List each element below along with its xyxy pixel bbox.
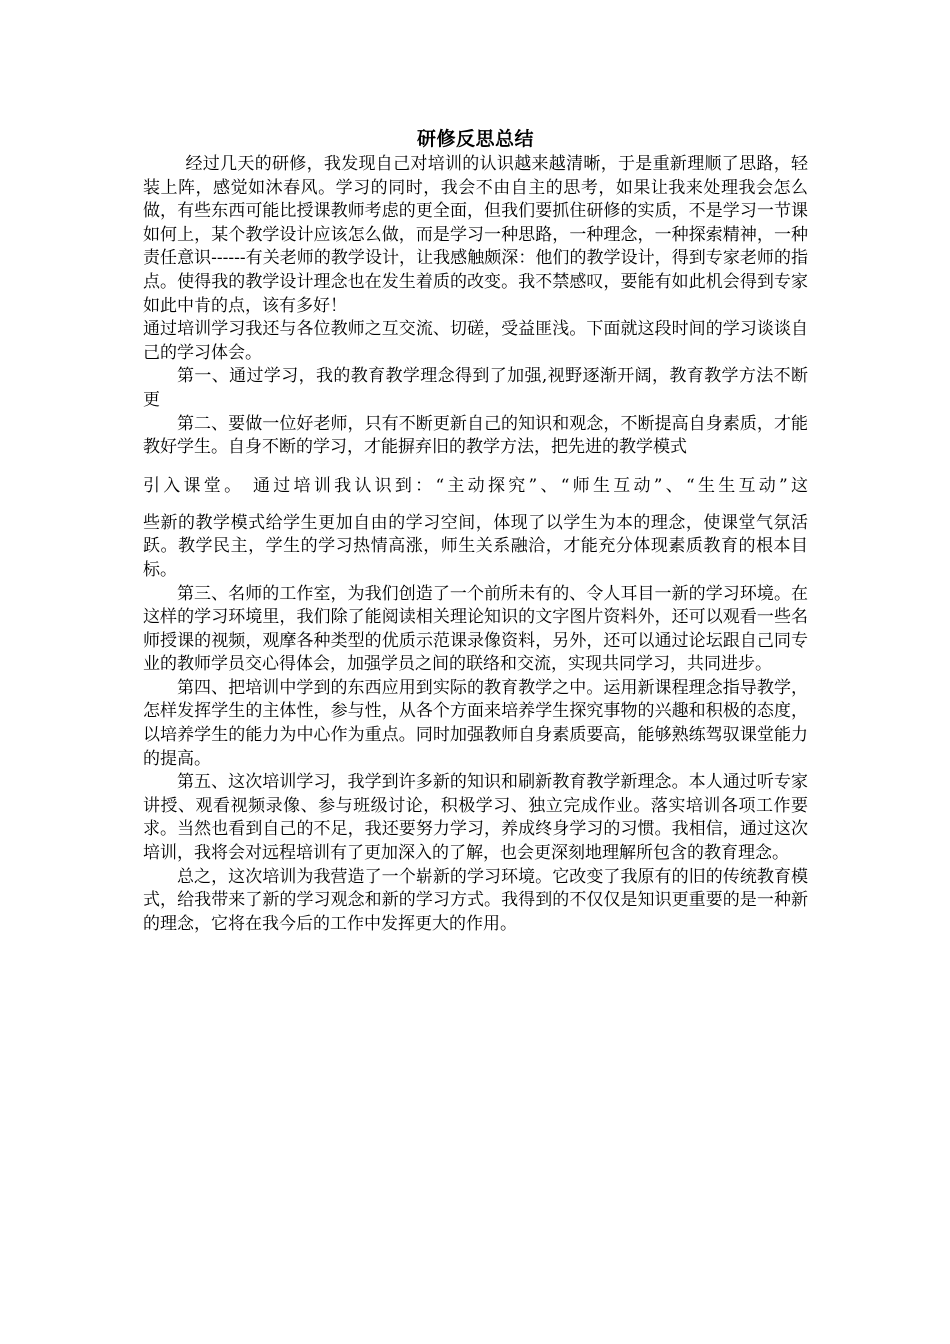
paragraph-second-part-c: 些新的教学模式给学生更加自由的学习空间，体现了以学生为本的理念，使课堂气氛活跃。教学民主，学生的学习热情高涨，师生关系融洽，才能充分体现素质教育的根本目标。 (143, 512, 808, 580)
paragraph-intro: 经过几天的研修，我发现自己对培训的认识越来越清晰，于是重新理顺了思路，轻装上阵，感觉如沐春风。学习的同时，我会不由自主的思考，如果让我来处理我会怎么做，有些东西可能比授课教师考虑的更全面，但我们要抓住研修的实质，不是学习一节课如何上，某个教学设计应该怎么做，而是学习一种思路，一种理念，一种探索精神，一种责任意识------有关老师的教学设计，让我感触颇深：他们的教学设计，得到专家老师的指点。使得我的教学设计理念也在发生着质的改变。我不禁感叹，要能有如此机会得到专家如此中肯的点，该有多好！ (143, 154, 808, 316)
paragraph-fifth: 第五、这次培训学习，我学到许多新的知识和刷新教育教学新理念。本人通过听专家讲授、观看视频录像、参与班级讨论，积极学习、独立完成作业。落实培训各项工作要求。当然也看到自己的不足，我还要努力学习，养成终身学习的习惯。我相信，通过这次培训，我将会对远程培训有了更加深入的了解，也会更深刻地理解所包含的教育理念。 (143, 772, 808, 864)
paragraph-second-part-a: 第二、要做一位好老师，只有不断更新自己的知识和观念，不断提高自身素质，才能教好学生。自身不断的学习，才能摒弃旧的教学方法，把先进的教学模式 (143, 413, 808, 458)
paragraph-third: 第三、名师的工作室，为我们创造了一个前所未有的、令人耳目一新的学习环境。在这样的学习环境里，我们除了能阅读相关理论知识的文字图片资料外，还可以观看一些名师授课的视频，观摩各种类型的优质示范课录像资料，另外，还可以通过论坛跟自己同专业的教师学员交心得体会，加强学员之间的联络和交流，实现共同学习，共同进步。 (143, 583, 808, 675)
paragraph-intro-continued: 通过培训学习我还与各位教师之互交流、切磋，受益匪浅。下面就这段时间的学习谈谈自己的学习体会。 (143, 319, 808, 363)
document-body (143, 125, 808, 936)
paragraph-fourth: 第四、把培训中学到的东西应用到实际的教育教学之中。运用新课程理念指导教学，怎样发挥学生的主体性，参与性，从各个方面来培养学生探究事物的兴趣和积极的态度，以培养学生的能力为中心作为重点。同时加强教师自身素质要高，能够熟练驾驭课堂能力的提高。 (143, 677, 808, 769)
paragraph-first: 第一、通过学习，我的教育教学理念得到了加强,视野逐渐开阔，教育教学方法不断更 (143, 366, 808, 410)
document-title: 研修反思总结 (416, 128, 534, 150)
paragraph-conclusion: 总之，这次培训为我营造了一个崭新的学习环境。它改变了我原有的旧的传统教育模式，给我带来了新的学习观念和新的学习方式。我得到的不仅仅是知识更重要的是一种新的理念，它将在我今后的工作中发挥更大的作用。 (143, 866, 808, 934)
paragraph-second-part-b: 引入课堂。 通过培训我认识到：“主动探究”、“师生互动”、“生生互动”这 (143, 475, 808, 496)
